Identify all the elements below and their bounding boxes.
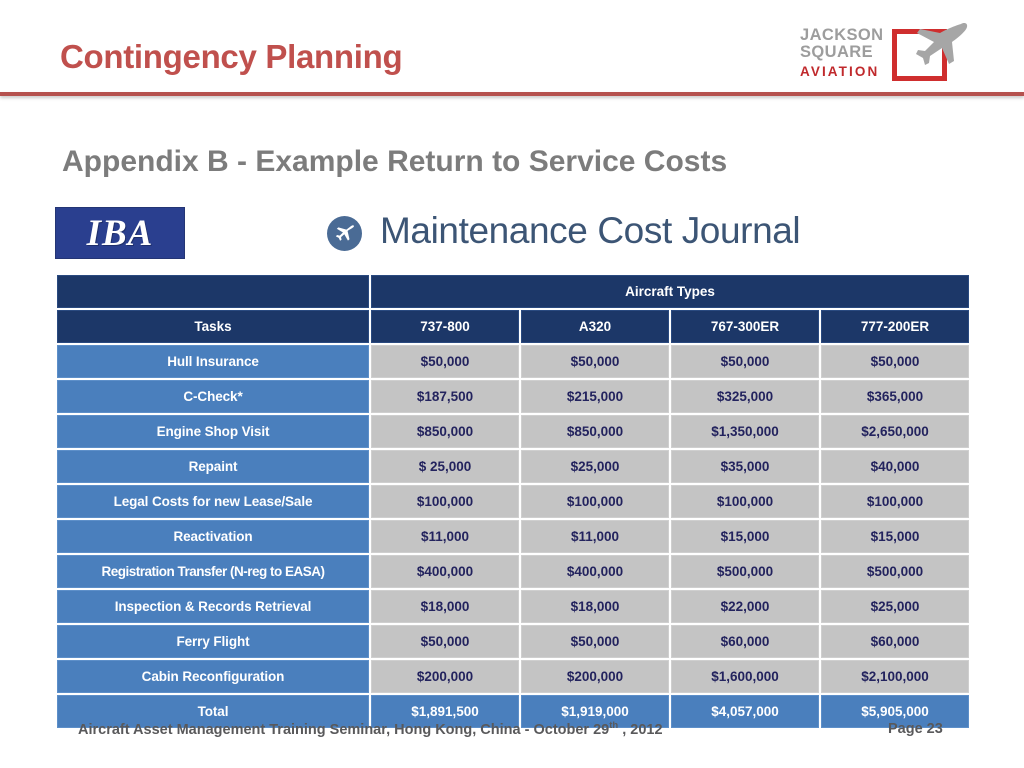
table-total-cell: $1,919,000 [521,695,669,728]
journal-title: Maintenance Cost Journal [380,210,801,251]
table-cell: $100,000 [521,485,669,518]
table-cell: $400,000 [371,555,519,588]
footer-note-part1: Aircraft Asset Management Training Seminar, Hong Kong, China - October 29 [78,721,610,738]
table-cell: $850,000 [521,415,669,448]
table-cell: $100,000 [671,485,819,518]
table-cell: $25,000 [521,450,669,483]
table-row-label: Repaint [57,450,369,483]
logo-line-square: SQUARE [800,43,873,61]
slide-footer [0,715,1024,755]
table-column-header: 767-300ER [671,310,819,343]
table-row [57,415,969,448]
jackson-square-aviation-logo [800,27,972,83]
page-title: Contingency Planning [60,38,403,75]
table-cell: $200,000 [371,660,519,693]
page-number: Page 23 [888,721,943,737]
return-to-service-cost-table [55,273,971,730]
table-cell: $40,000 [821,450,969,483]
table-cell: $11,000 [371,520,519,553]
table-column-header: Tasks [57,310,369,343]
airplane-circle-icon [327,216,362,251]
table-cell: $50,000 [821,345,969,378]
table-cell: $100,000 [821,485,969,518]
table-cell: $1,600,000 [671,660,819,693]
iba-logo [55,207,185,259]
table-cell: $2,100,000 [821,660,969,693]
table-column-header: 777-200ER [821,310,969,343]
table-total-cell: $1,891,500 [371,695,519,728]
table-cell: $50,000 [371,345,519,378]
table-cell: $ 25,000 [371,450,519,483]
table-cell: $60,000 [821,625,969,658]
table-corner-cell [57,275,369,308]
table-total-cell: $5,905,000 [821,695,969,728]
table-row [57,450,969,483]
table-row-label: Cabin Reconfiguration [57,660,369,693]
table-cell: $22,000 [671,590,819,623]
table-row-label: Reactivation [57,520,369,553]
table-cell: $50,000 [521,625,669,658]
table-row [57,555,969,588]
table-row [57,485,969,518]
table-cell: $500,000 [671,555,819,588]
table-cell: $500,000 [821,555,969,588]
table-row-label: Hull Insurance [57,345,369,378]
table-cell: $187,500 [371,380,519,413]
table-row-label: C-Check* [57,380,369,413]
slide-header [0,0,1024,100]
airplane-icon [904,21,970,67]
table-row-label: Engine Shop Visit [57,415,369,448]
table-cell: $18,000 [521,590,669,623]
table-row [57,380,969,413]
footer-note-part2: , 2012 [618,721,663,738]
table-cell: $15,000 [821,520,969,553]
table-cell: $325,000 [671,380,819,413]
table-column-header: A320 [521,310,669,343]
journal-masthead [55,205,970,260]
table-row-label: Ferry Flight [57,625,369,658]
table-cell: $50,000 [371,625,519,658]
table-column-header: 737-800 [371,310,519,343]
table-row [57,660,969,693]
table-cell: $25,000 [821,590,969,623]
table-cell: $35,000 [671,450,819,483]
section-subtitle: Appendix B - Example Return to Service Costs [62,145,728,178]
footer-seminar-note [78,720,663,738]
table-cell: $365,000 [821,380,969,413]
table-row [57,625,969,658]
logo-line-aviation: AVIATION [800,64,880,79]
table-row [57,345,969,378]
table-cell: $50,000 [521,345,669,378]
table-cell: $200,000 [521,660,669,693]
table-row [57,520,969,553]
header-divider-rule [0,92,1024,96]
table-total-cell: $4,057,000 [671,695,819,728]
table-row [57,590,969,623]
airplane-glyph [333,222,356,245]
table-header-row [57,310,969,343]
footer-note-ordinal: th [609,720,619,731]
table-cell: $1,350,000 [671,415,819,448]
table-total-label: Total [57,695,369,728]
table-cell: $2,650,000 [821,415,969,448]
table-cell: $50,000 [671,345,819,378]
table-row-label: Inspection & Records Retrieval [57,590,369,623]
logo-line-jackson: JACKSON [800,26,884,44]
table-cell: $15,000 [671,520,819,553]
table-cell: $100,000 [371,485,519,518]
table-cell: $400,000 [521,555,669,588]
table-row-label: Legal Costs for new Lease/Sale [57,485,369,518]
table-cell: $850,000 [371,415,519,448]
table-group-header-aircraft-types: Aircraft Types [371,275,969,308]
table-cell: $60,000 [671,625,819,658]
table-cell: $215,000 [521,380,669,413]
table-group-header-row [57,275,969,308]
table-cell: $11,000 [521,520,669,553]
table-cell: $18,000 [371,590,519,623]
table-row-label: Registration Transfer (N-reg to EASA) [57,555,369,588]
iba-logo-text: IBA [86,212,154,254]
